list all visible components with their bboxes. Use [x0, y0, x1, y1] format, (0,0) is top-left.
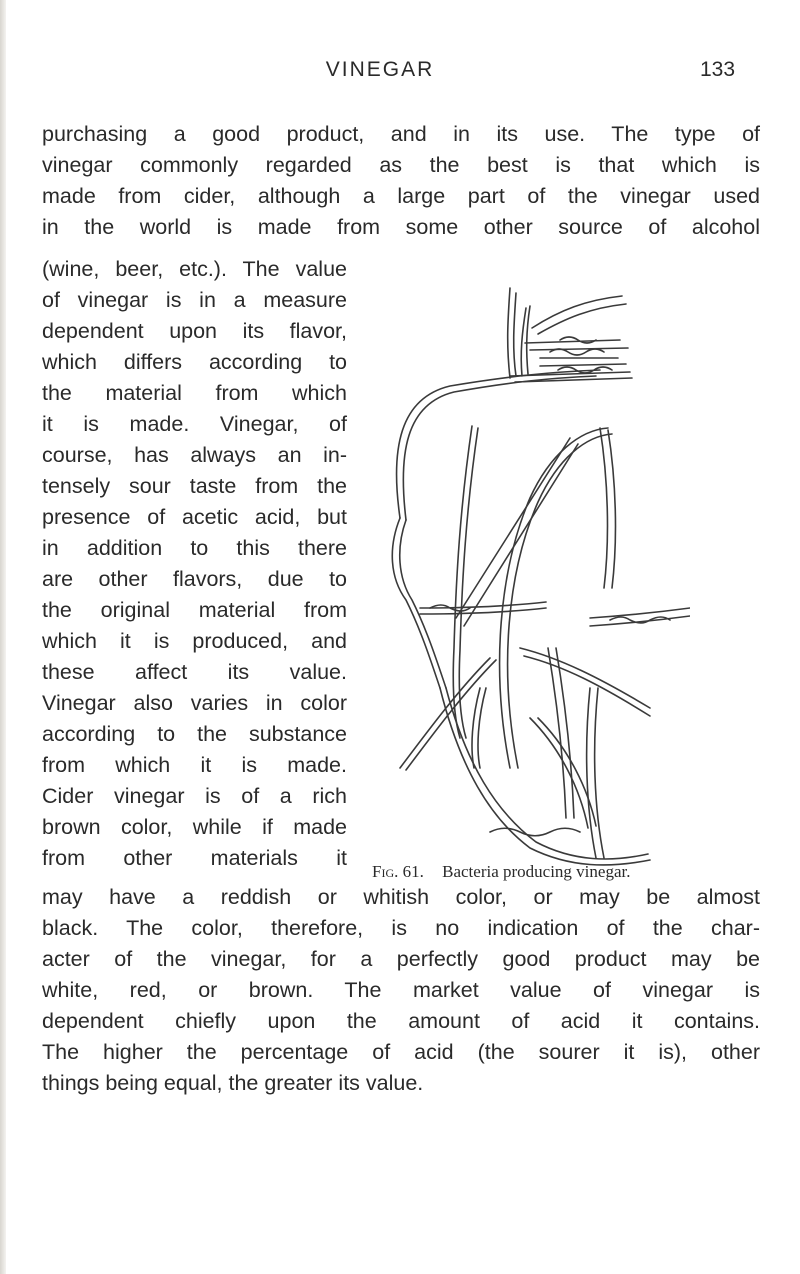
- text-line: it is made. Vinegar, of: [42, 412, 347, 436]
- text-line: white, red, or brown. The market value of vinegar is: [42, 978, 760, 1002]
- text-line: Cider vinegar is of a rich: [42, 784, 347, 808]
- text-line: in the world is made from some other source of alcohol: [42, 215, 760, 239]
- text-line: which it is produced, and: [42, 629, 347, 653]
- text-line: made from cider, although a large part of the vinegar used: [42, 184, 760, 208]
- text-line: dependent chiefly upon the amount of acid it contains.: [42, 1009, 760, 1033]
- page-binding-edge: [0, 0, 6, 1274]
- running-title: VINEGAR: [325, 58, 435, 81]
- text-line: from other materials it: [42, 846, 347, 870]
- text-line: vinegar commonly regarded as the best is that which is: [42, 153, 760, 177]
- page-header: [0, 58, 800, 98]
- text-line: Vinegar also varies in color: [42, 691, 347, 715]
- text-line: these affect its value.: [42, 660, 347, 684]
- text-line: (wine, beer, etc.). The value: [42, 257, 347, 281]
- bacteria-filament-outer: [392, 370, 650, 865]
- text-line: of vinegar is in a measure: [42, 288, 347, 312]
- text-line: which differs according to: [42, 350, 347, 374]
- bacteria-illustration: [360, 248, 690, 888]
- figure-caption: [372, 862, 792, 882]
- text-line: tensely sour taste from the: [42, 474, 347, 498]
- bacteria-rods-inner: [400, 426, 690, 858]
- text-line: things being equal, the greater its value.: [42, 1071, 424, 1095]
- text-line: from which it is made.: [42, 753, 347, 777]
- text-line: purchasing a good product, and in its use. The type of: [42, 122, 760, 146]
- text-line: are other flavors, due to: [42, 567, 347, 591]
- text-line: the original material from: [42, 598, 347, 622]
- figure-label: Fig. 61.: [372, 862, 424, 881]
- text-line: may have a reddish or whitish color, or may be almost: [42, 885, 760, 909]
- page-number: 133: [700, 58, 736, 81]
- text-line: in addition to this there: [42, 536, 347, 560]
- bacteria-cluster-top: [508, 288, 632, 382]
- text-line: black. The color, therefore, is no indication of the char-: [42, 916, 760, 940]
- text-line: brown color, while if made: [42, 815, 347, 839]
- text-line: The higher the percentage of acid (the sourer it is), other: [42, 1040, 760, 1064]
- figure-caption-text: Bacteria producing vinegar.: [442, 862, 631, 881]
- text-line: acter of the vinegar, for a perfectly good product may be: [42, 947, 760, 971]
- text-line: the material from which: [42, 381, 347, 405]
- text-line: dependent upon its flavor,: [42, 319, 347, 343]
- text-line: presence of acetic acid, but: [42, 505, 347, 529]
- text-line: course, has always an in-: [42, 443, 347, 467]
- text-line: according to the substance: [42, 722, 347, 746]
